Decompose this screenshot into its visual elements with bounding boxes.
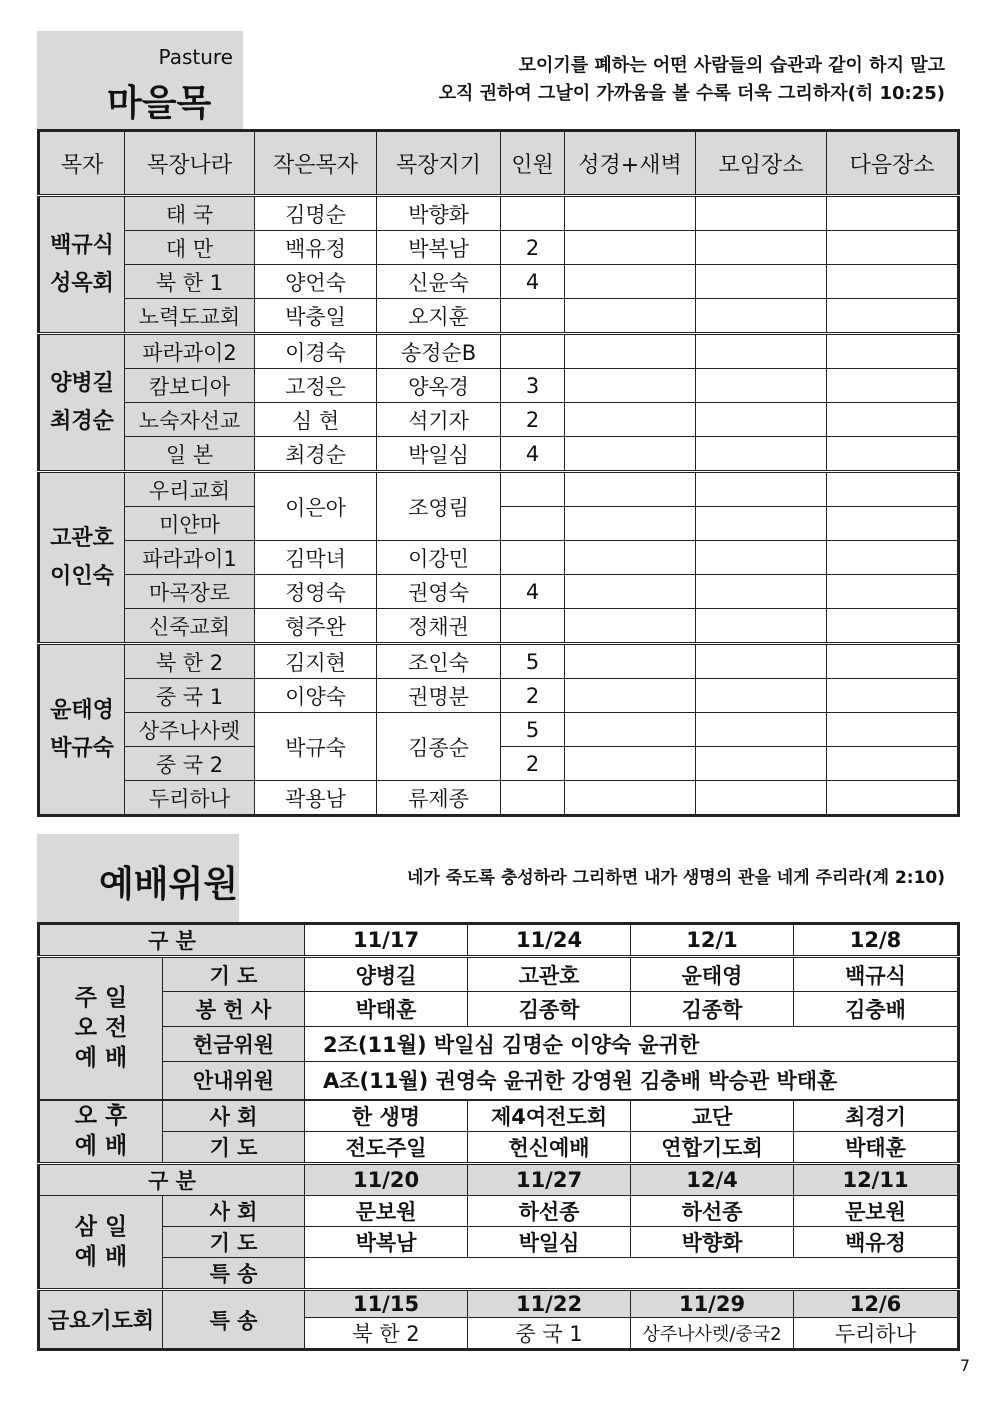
gubun-label-2: 구 분 <box>39 1164 305 1196</box>
date-cell: 12/1 <box>631 924 794 957</box>
col-header: 다음장소 <box>827 131 959 196</box>
shepherd-name: 최경순 <box>50 408 114 434</box>
bible-dawn-cell <box>565 437 696 472</box>
cell: 제4여전도회 <box>468 1100 631 1132</box>
pasture-row <box>39 679 959 713</box>
keeper-cell: 박향화 <box>377 196 501 231</box>
bible-dawn-cell <box>565 196 696 231</box>
nation-cell: 파라과이1 <box>125 541 255 575</box>
friday-label: 금요기도회 <box>39 1290 163 1350</box>
pasture-verse-line1: 모이기를 폐하는 어떤 사람들의 습관과 같이 하지 말고 <box>518 55 945 76</box>
date-cell: 12/8 <box>794 924 959 957</box>
next-place-cell <box>827 299 959 334</box>
shepherd-name: 백규식 <box>50 232 114 258</box>
pasture-title-block <box>37 31 243 129</box>
cell: 김충배 <box>794 992 959 1027</box>
row-label: 봉 헌 사 <box>163 992 305 1027</box>
keeper-cell: 송정순B <box>377 334 501 369</box>
next-place-cell <box>827 507 959 541</box>
cell: 문보원 <box>305 1196 468 1227</box>
cell: 백유정 <box>794 1227 959 1258</box>
cell: 고관호 <box>468 957 631 992</box>
nation-cell: 노숙자선교 <box>125 403 255 437</box>
pasture-verse <box>243 31 957 129</box>
cell: 김종학 <box>631 992 794 1027</box>
meeting-place-cell <box>696 231 827 265</box>
shepherd-name: 이인숙 <box>50 563 114 589</box>
meeting-place-cell <box>696 369 827 403</box>
bible-dawn-cell <box>565 299 696 334</box>
keeper-cell: 신윤숙 <box>377 265 501 299</box>
bible-dawn-cell <box>565 679 696 713</box>
worship-verse <box>239 834 957 922</box>
count-cell: 4 <box>501 437 565 472</box>
small-shepherd-cell: 박충일 <box>255 299 377 334</box>
gubun-label: 구 분 <box>39 924 305 957</box>
date-cell: 12/4 <box>631 1164 794 1196</box>
date-cell: 12/11 <box>794 1164 959 1196</box>
guide-row <box>39 1062 959 1100</box>
cell: 상주나사렛/중국2 <box>631 1318 794 1350</box>
pasture-row <box>39 575 959 609</box>
pasture-header-row <box>39 131 959 196</box>
fri-date-row <box>39 1290 959 1318</box>
cell: 박태훈 <box>794 1132 959 1164</box>
row-label: 사 회 <box>163 1100 305 1132</box>
bible-dawn-cell <box>565 334 696 369</box>
cell: 전도주일 <box>305 1132 468 1164</box>
cell: 김종학 <box>468 992 631 1027</box>
nation-cell: 북 한 2 <box>125 644 255 679</box>
wed-special-empty <box>305 1258 959 1290</box>
pasture-verse-line2: 오직 권하여 그날이 가까움을 볼 수록 더욱 그리하자(히 10:25) <box>438 83 945 104</box>
small-shepherd-cell: 김막녀 <box>255 541 377 575</box>
count-cell <box>501 472 565 507</box>
wed-host-row <box>39 1196 959 1227</box>
bible-dawn-cell <box>565 781 696 816</box>
keeper-cell: 권명분 <box>377 679 501 713</box>
wed-special-row <box>39 1258 959 1290</box>
next-place-cell <box>827 781 959 816</box>
count-cell <box>501 334 565 369</box>
shepherd-cell <box>39 472 125 644</box>
keeper-cell: 김종순 <box>377 713 501 781</box>
bible-dawn-cell <box>565 265 696 299</box>
count-cell: 4 <box>501 265 565 299</box>
guide-text: A조(11월) 권영숙 윤귀한 강영원 김충배 박승관 박태훈 <box>305 1062 959 1100</box>
count-cell: 2 <box>501 403 565 437</box>
cell: 박향화 <box>631 1227 794 1258</box>
shepherd-name: 고관호 <box>50 525 114 551</box>
small-shepherd-cell: 고정은 <box>255 369 377 403</box>
bible-dawn-cell <box>565 403 696 437</box>
count-cell: 5 <box>501 713 565 747</box>
row-label: 기 도 <box>163 1132 305 1164</box>
small-shepherd-cell: 이경숙 <box>255 334 377 369</box>
small-shepherd-cell: 정영숙 <box>255 575 377 609</box>
shepherd-name: 성옥회 <box>50 270 114 296</box>
bible-dawn-cell <box>565 541 696 575</box>
pasture-row <box>39 437 959 472</box>
keeper-cell: 류제종 <box>377 781 501 816</box>
cell: 백규식 <box>794 957 959 992</box>
date-cell: 11/24 <box>468 924 631 957</box>
small-shepherd-cell: 곽용남 <box>255 781 377 816</box>
pasture-label-en: Pasture <box>158 45 233 69</box>
nation-cell: 중 국 1 <box>125 679 255 713</box>
pasture-row <box>39 299 959 334</box>
bible-dawn-cell <box>565 507 696 541</box>
sunday-am-label: 주 일 오 전 예 배 <box>39 957 163 1100</box>
worship-table <box>37 922 960 1351</box>
col-header: 성경+새벽 <box>565 131 696 196</box>
small-shepherd-cell: 심 현 <box>255 403 377 437</box>
small-shepherd-cell: 김지현 <box>255 644 377 679</box>
shepherd-cell <box>39 196 125 334</box>
am-offering-row <box>39 992 959 1027</box>
shepherd-cell <box>39 334 125 472</box>
small-shepherd-cell: 김명순 <box>255 196 377 231</box>
meeting-place-cell <box>696 713 827 747</box>
next-place-cell <box>827 541 959 575</box>
next-place-cell <box>827 609 959 644</box>
row-label: 기 도 <box>163 957 305 992</box>
cell: 교단 <box>631 1100 794 1132</box>
page-number: 7 <box>959 1356 970 1375</box>
meeting-place-cell <box>696 334 827 369</box>
next-place-cell <box>827 369 959 403</box>
meeting-place-cell <box>696 196 827 231</box>
date-cell: 11/20 <box>305 1164 468 1196</box>
meeting-place-cell <box>696 644 827 679</box>
count-cell: 2 <box>501 747 565 781</box>
small-shepherd-cell: 이은아 <box>255 472 377 541</box>
keeper-cell: 권영숙 <box>377 575 501 609</box>
pm-host-row <box>39 1100 959 1132</box>
pm-prayer-row <box>39 1132 959 1164</box>
keeper-cell: 조영림 <box>377 472 501 541</box>
date-cell: 11/27 <box>468 1164 631 1196</box>
nation-cell: 두리하나 <box>125 781 255 816</box>
keeper-cell: 정채권 <box>377 609 501 644</box>
col-header: 모임장소 <box>696 131 827 196</box>
meeting-place-cell <box>696 575 827 609</box>
next-place-cell <box>827 403 959 437</box>
meeting-place-cell <box>696 781 827 816</box>
meeting-place-cell <box>696 299 827 334</box>
date-cell: 11/15 <box>305 1290 468 1318</box>
pasture-row <box>39 196 959 231</box>
nation-cell: 신죽교회 <box>125 609 255 644</box>
count-cell <box>501 541 565 575</box>
pasture-row <box>39 472 959 507</box>
pasture-row <box>39 609 959 644</box>
keeper-cell: 양옥경 <box>377 369 501 403</box>
pasture-header <box>37 31 957 129</box>
count-cell: 3 <box>501 369 565 403</box>
nation-cell: 중 국 2 <box>125 747 255 781</box>
next-place-cell <box>827 679 959 713</box>
count-cell <box>501 781 565 816</box>
pasture-title: 마을목 <box>107 83 212 124</box>
nation-cell: 우리교회 <box>125 472 255 507</box>
shepherd-name: 양병길 <box>50 370 114 396</box>
wednesday-label: 삼 일 예 배 <box>39 1196 163 1290</box>
count-cell: 2 <box>501 231 565 265</box>
wed-prayer-row <box>39 1227 959 1258</box>
next-place-cell <box>827 747 959 781</box>
date-cell: 11/17 <box>305 924 468 957</box>
cell: 하선종 <box>468 1196 631 1227</box>
meeting-place-cell <box>696 507 827 541</box>
cell: 한 생명 <box>305 1100 468 1132</box>
next-place-cell <box>827 196 959 231</box>
nation-cell: 북 한 1 <box>125 265 255 299</box>
date-cell: 12/6 <box>794 1290 959 1318</box>
count-cell: 2 <box>501 679 565 713</box>
nation-cell: 대 만 <box>125 231 255 265</box>
worship-verse-text: 네가 죽도록 충성하라 그리하면 내가 생명의 관을 네게 주리라(계 2:10) <box>406 868 945 888</box>
small-shepherd-cell: 이양숙 <box>255 679 377 713</box>
meeting-place-cell <box>696 541 827 575</box>
keeper-cell: 박복남 <box>377 231 501 265</box>
nation-cell: 노력도교회 <box>125 299 255 334</box>
cell: 연합기도회 <box>631 1132 794 1164</box>
pasture-row <box>39 231 959 265</box>
cell: 양병길 <box>305 957 468 992</box>
next-place-cell <box>827 713 959 747</box>
meeting-place-cell <box>696 747 827 781</box>
cell: 헌신예배 <box>468 1132 631 1164</box>
meeting-place-cell <box>696 403 827 437</box>
nation-cell: 파라과이2 <box>125 334 255 369</box>
bible-dawn-cell <box>565 575 696 609</box>
cell: 박일심 <box>468 1227 631 1258</box>
money-text: 2조(11월) 박일심 김명순 이양숙 윤귀한 <box>305 1027 959 1062</box>
am-prayer-row <box>39 957 959 992</box>
meeting-place-cell <box>696 472 827 507</box>
pasture-row <box>39 644 959 679</box>
date-cell: 11/22 <box>468 1290 631 1318</box>
row-label: 사 회 <box>163 1196 305 1227</box>
count-cell: 5 <box>501 644 565 679</box>
row-label: 특 송 <box>163 1258 305 1290</box>
next-place-cell <box>827 644 959 679</box>
keeper-cell: 오지훈 <box>377 299 501 334</box>
sunday-pm-label: 오 후 예 배 <box>39 1100 163 1164</box>
cell: 문보원 <box>794 1196 959 1227</box>
cell: 중 국 1 <box>468 1318 631 1350</box>
next-place-cell <box>827 472 959 507</box>
small-shepherd-cell: 백유정 <box>255 231 377 265</box>
pasture-row <box>39 369 959 403</box>
pasture-row <box>39 403 959 437</box>
bible-dawn-cell <box>565 644 696 679</box>
date-row <box>39 924 959 957</box>
count-cell <box>501 299 565 334</box>
meeting-place-cell <box>696 265 827 299</box>
nation-cell: 태 국 <box>125 196 255 231</box>
next-place-cell <box>827 265 959 299</box>
worship-header <box>37 834 957 922</box>
meeting-place-cell <box>696 679 827 713</box>
next-place-cell <box>827 231 959 265</box>
date-cell: 11/29 <box>631 1290 794 1318</box>
col-header: 작은목자 <box>255 131 377 196</box>
nation-cell: 미얀마 <box>125 507 255 541</box>
small-shepherd-cell: 형주완 <box>255 609 377 644</box>
bible-dawn-cell <box>565 713 696 747</box>
row-label: 안내위원 <box>163 1062 305 1100</box>
col-header: 목자 <box>39 131 125 196</box>
shepherd-cell <box>39 644 125 816</box>
pasture-row <box>39 265 959 299</box>
shepherd-name: 윤태영 <box>50 697 114 723</box>
keeper-cell: 석기자 <box>377 403 501 437</box>
shepherd-name: 박규숙 <box>50 735 114 761</box>
nation-cell: 일 본 <box>125 437 255 472</box>
worship-title-block <box>37 834 239 922</box>
small-shepherd-cell: 박규숙 <box>255 713 377 781</box>
bible-dawn-cell <box>565 747 696 781</box>
pasture-table <box>37 129 960 817</box>
row-label: 특 송 <box>163 1290 305 1350</box>
count-cell <box>501 609 565 644</box>
keeper-cell: 이강민 <box>377 541 501 575</box>
cell: 윤태영 <box>631 957 794 992</box>
nation-cell: 캄보디아 <box>125 369 255 403</box>
bible-dawn-cell <box>565 231 696 265</box>
next-place-cell <box>827 575 959 609</box>
small-shepherd-cell: 최경순 <box>255 437 377 472</box>
col-header: 인원 <box>501 131 565 196</box>
meeting-place-cell <box>696 437 827 472</box>
pasture-row <box>39 334 959 369</box>
count-cell <box>501 507 565 541</box>
row-label: 헌금위원 <box>163 1027 305 1062</box>
cell: 북 한 2 <box>305 1318 468 1350</box>
cell: 박태훈 <box>305 992 468 1027</box>
col-header: 목장나라 <box>125 131 255 196</box>
cell: 두리하나 <box>794 1318 959 1350</box>
cell: 하선종 <box>631 1196 794 1227</box>
next-place-cell <box>827 437 959 472</box>
date-row-2 <box>39 1164 959 1196</box>
worship-title: 예배위원 <box>99 864 239 905</box>
col-header: 목장지기 <box>377 131 501 196</box>
count-cell: 4 <box>501 575 565 609</box>
nation-cell: 상주나사렛 <box>125 713 255 747</box>
bible-dawn-cell <box>565 472 696 507</box>
bible-dawn-cell <box>565 609 696 644</box>
small-shepherd-cell: 양언숙 <box>255 265 377 299</box>
pasture-row <box>39 541 959 575</box>
cell: 최경기 <box>794 1100 959 1132</box>
nation-cell: 마곡장로 <box>125 575 255 609</box>
keeper-cell: 조인숙 <box>377 644 501 679</box>
money-row <box>39 1027 959 1062</box>
pasture-row <box>39 781 959 816</box>
next-place-cell <box>827 334 959 369</box>
bible-dawn-cell <box>565 369 696 403</box>
meeting-place-cell <box>696 609 827 644</box>
keeper-cell: 박일심 <box>377 437 501 472</box>
row-label: 기 도 <box>163 1227 305 1258</box>
pasture-row <box>39 713 959 747</box>
cell: 박복남 <box>305 1227 468 1258</box>
count-cell <box>501 196 565 231</box>
